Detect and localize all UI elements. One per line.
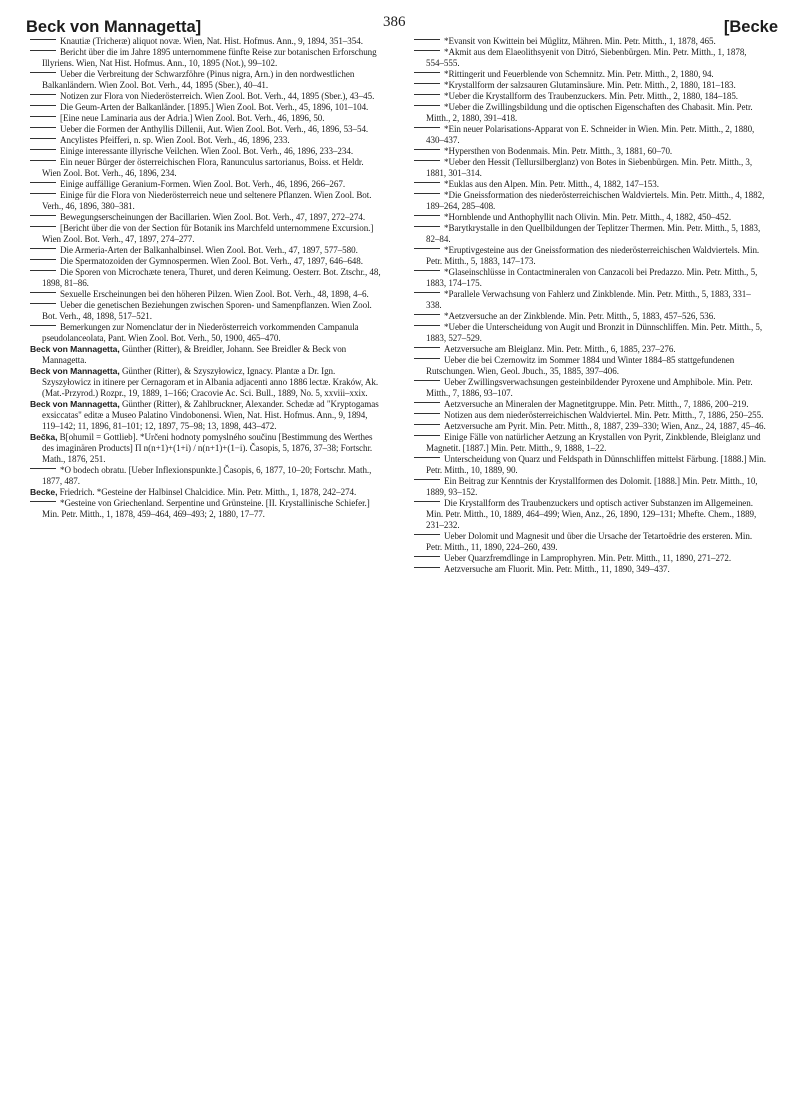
ditto-dash (414, 226, 440, 227)
entry-text: Ueber Quarzfremdlinge in Lamprophyren. Min. Petr. Mitth., 11, 1890, 271–272. (444, 553, 732, 563)
bibliography-entry (414, 102, 766, 124)
bibliography-entry (30, 465, 382, 487)
entry-author: Beck von Mannagetta, (30, 344, 120, 354)
ditto-dash (414, 479, 440, 480)
bibliography-entry (414, 245, 766, 267)
ditto-dash (414, 347, 440, 348)
bibliography-entry (30, 69, 382, 91)
bibliography-entry (414, 311, 766, 322)
bibliography-entry (30, 190, 382, 212)
entry-text: Günther (Ritter), & Szyszyłowicz, Ignacy. Plantæ a Dr. Ign. Szyszyłowicz in itinere per Cernagoram et in Albania adjacenti anno 1886 lectæ. Kraków, Ak. (Mat.-Przyrod.) Rozpr., 19, 1889, 1–166; Cracovie Ac. Sci. Bull., 1889, No. 5, xxviii–xxix. (42, 366, 379, 398)
bibliography-entry (30, 212, 382, 223)
bibliography-entry (414, 47, 766, 69)
bibliography-entry (414, 476, 766, 498)
entry-text: Friedrich. *Gesteine der Halbinsel Chalcidice. Min. Petr. Mitth., 1, 1878, 242–274. (57, 487, 357, 497)
ditto-dash (30, 259, 56, 260)
entry-text: *O bodech obratu. [Ueber Inflexionspunkte.] Časopis, 6, 1877, 10–20; Fortschr. Math., 1877, 487. (42, 465, 372, 486)
bibliography-entry (414, 146, 766, 157)
ditto-dash (414, 292, 440, 293)
entry-author: Bečka, (30, 432, 58, 442)
ditto-dash (30, 193, 56, 194)
ditto-dash (414, 160, 440, 161)
ditto-dash (414, 105, 440, 106)
ditto-dash (30, 292, 56, 293)
entry-text: Einige auffällige Geranium-Formen. Wien Zool. Bot. Verh., 46, 1896, 266–267. (60, 179, 346, 189)
entry-text: Bemerkungen zur Nomenclatur der in Niederösterreich vorkommenden Campanula pseudolanceolata, Pant. Wien Zool. Bot. Verh., 50, 1900, 465–470. (42, 322, 359, 343)
bibliography-entry (30, 245, 382, 256)
entry-text: *Evansit von Kwittein bei Müglitz, Mähren. Min. Petr. Mitth., 1, 1878, 465. (444, 36, 716, 46)
page-number: 386 (383, 14, 406, 30)
bibliography-entry (30, 300, 382, 322)
bibliography-entry (414, 80, 766, 91)
bibliography-entry (30, 146, 382, 157)
ditto-dash (30, 160, 56, 161)
bibliography-entry (414, 377, 766, 399)
ditto-dash (414, 567, 440, 568)
entry-text: Notizen aus dem niederösterreichischen Waldviertel. Min. Petr. Mitth., 7, 1886, 250–255. (444, 410, 764, 420)
bibliography-entry (30, 47, 382, 69)
entry-text: Ein Beitrag zur Kenntnis der Krystallformen des Dolomit. [1888.] Min. Petr. Mitth., 10, 1889, 93–152. (426, 476, 758, 497)
running-head-left: Beck von Mannagetta] (26, 18, 202, 36)
ditto-dash (414, 182, 440, 183)
bibliography-entry (414, 36, 766, 47)
entry-text: Die Armeria-Arten der Balkanhalbinsel. Wien Zool. Bot. Verh., 47, 1897, 577–580. (60, 245, 358, 255)
ditto-dash (30, 105, 56, 106)
ditto-dash (30, 39, 56, 40)
ditto-dash (30, 325, 56, 326)
bibliography-entry (30, 487, 382, 498)
entry-text: *Ueber die Unterscheidung von Augit und Bronzit in Dünnschliffen. Min. Petr. Mitth., 5, 1883, 527–529. (426, 322, 763, 343)
ditto-dash (30, 501, 56, 502)
entry-text: *Ueber die Zwillingsbildung und die optischen Eigenschaften des Chabasit. Min. Petr. Mitth., 2, 1880, 391–418. (426, 102, 753, 123)
bibliography-entry (30, 135, 382, 146)
bibliography-entry (30, 124, 382, 135)
entry-text: Die Geum-Arten der Balkanländer. [1895.] Wien Zool. Bot. Verh., 45, 1896, 101–104. (60, 102, 369, 112)
ditto-dash (30, 116, 56, 117)
ditto-dash (414, 435, 440, 436)
entry-text: Notizen zur Flora von Niederösterreich. Wien Zool. Bot. Verh., 44, 1895 (Sber.), 43–45. (60, 91, 375, 101)
entry-text: Ueber die bei Czernowitz im Sommer 1884 und Winter 1884–85 stattgefundenen Rutschungen. Wien, Geol. Jbuch., 35, 1885, 397–406. (426, 355, 735, 376)
bibliography-entry (414, 267, 766, 289)
bibliography-entry (414, 454, 766, 476)
ditto-dash (414, 358, 440, 359)
bibliography-entry (414, 553, 766, 564)
entry-author: Becke, (30, 487, 58, 497)
entry-text: Bericht über die im Jahre 1895 unternommene fünfte Reise zur botanischen Erforschung Illyriens. Wien, Nat Hist. Hofmus. Ann., 10, 1895 (Not.), 99–102. (42, 47, 377, 68)
entry-text: Aetzversuche am Fluorit. Min. Petr. Mitth., 11, 1890, 349–437. (444, 564, 670, 574)
left-column (30, 36, 382, 520)
ditto-dash (414, 248, 440, 249)
entry-text: *Krystallform der salzsauren Glutaminsäure. Min. Petr. Mitth., 2, 1880, 181–183. (444, 80, 736, 90)
bibliography-entry (30, 498, 382, 520)
bibliography-entry (30, 366, 382, 399)
bibliography-entry (414, 432, 766, 454)
bibliography-entry (30, 179, 382, 190)
bibliography-entry (30, 322, 382, 344)
bibliography-entry (414, 69, 766, 80)
ditto-dash (414, 413, 440, 414)
bibliography-entry (414, 91, 766, 102)
ditto-dash (30, 94, 56, 95)
ditto-dash (414, 556, 440, 557)
bibliography-entry (414, 124, 766, 146)
page-header (26, 12, 778, 38)
entry-text: *Ueber die Krystallform des Traubenzuckers. Min. Petr. Mitth., 2, 1880, 184–185. (444, 91, 739, 101)
entry-text: Die Spermatozoiden der Gymnospermen. Wien Zool. Bot. Verh., 47, 1897, 646–648. (60, 256, 363, 266)
ditto-dash (30, 138, 56, 139)
entry-text: Günther (Ritter), & Breidler, Johann. See Breidler & Beck von Mannagetta. (42, 344, 347, 365)
ditto-dash (30, 468, 56, 469)
entry-text: Günther (Ritter), & Zahlbruckner, Alexander. Schedæ ad "Kryptogamas exsiccatas" editæ a Museo Palatino Vindobonensi. Wien, Nat. Hist. Hofmus. Ann., 9, 1894, 119–142; 11, 1896, 81–101; 12, 1897, 75–98; 13, 1898, 443–472. (42, 399, 379, 431)
entry-text: *Glaseinschlüsse in Contactmineralen von Canzacoli bei Predazzo. Min. Petr. Mitth., 5, 1883, 174–175. (426, 267, 758, 288)
entry-text: Bewegungserscheinungen der Bacillarien. Wien Zool. Bot. Verh., 47, 1897, 272–274. (60, 212, 366, 222)
ditto-dash (414, 50, 440, 51)
entry-text: *Barytkrystalle in den Quellbildungen der Teplitzer Thermen. Min. Petr. Mitth., 5, 1883, 82–84. (426, 223, 761, 244)
bibliography-entry (414, 344, 766, 355)
entry-text: Einige Fälle von natürlicher Aetzung an Krystallen von Pyrit, Zinkblende, Bleiglanz und Magnetit. [1887.] Min. Petr. Mitth., 9, 1888, 1–22. (426, 432, 761, 453)
ditto-dash (414, 83, 440, 84)
right-column (414, 36, 766, 575)
ditto-dash (30, 182, 56, 183)
ditto-dash (414, 314, 440, 315)
ditto-dash (414, 149, 440, 150)
ditto-dash (30, 50, 56, 51)
bibliography-entry (30, 289, 382, 300)
bibliography-entry (30, 344, 382, 366)
ditto-dash (414, 325, 440, 326)
entry-text: Ueber die genetischen Beziehungen zwischen Sporen- und Samenpflanzen. Wien Zool. Bot. Verh., 48, 1898, 517–521. (42, 300, 372, 321)
bibliography-entry (414, 289, 766, 311)
ditto-dash (30, 127, 56, 128)
ditto-dash (414, 215, 440, 216)
ditto-dash (30, 72, 56, 73)
ditto-dash (30, 226, 56, 227)
bibliography-entry (414, 399, 766, 410)
entry-text: Ancylistes Pfeifferi, n. sp. Wien Zool. Bot. Verh., 46, 1896, 233. (60, 135, 290, 145)
bibliography-entry (414, 421, 766, 432)
entry-text: [Bericht über die von der Section für Botanik ins Marchfeld unternommene Excursion.] Wien Zool. Bot. Verh., 47, 1897, 274–277. (42, 223, 374, 244)
entry-text: Ueber Zwillingsverwachsungen gesteinbildender Pyroxene und Amphibole. Min. Petr. Mitth., 7, 1886, 93–107. (426, 377, 753, 398)
entry-text: Einige interessante illyrische Veilchen. Wien Zool. Bot. Verh., 46, 1896, 233–234. (60, 146, 354, 156)
ditto-dash (30, 248, 56, 249)
entry-text: *Gesteine von Griechenland. Serpentine und Grünsteine. [II. Krystallinische Schiefer.] Min. Petr. Mitth., 1, 1878, 459–464, 469–493; 2, 1880, 17–77. (42, 498, 370, 519)
bibliography-entry (30, 223, 382, 245)
entry-text: Aetzversuche am Bleiglanz. Min. Petr. Mitth., 6, 1885, 237–276. (444, 344, 676, 354)
entry-text: *Ein neuer Polarisations-Apparat von E. Schneider in Wien. Min. Petr. Mitth., 2, 1880, 430–437. (426, 124, 755, 145)
entry-text: [Eine neue Laminaria aus der Adria.] Wien Zool. Bot. Verh., 46, 1896, 50. (60, 113, 325, 123)
entry-text: Knautiæ (Tricheræ) aliquot novæ. Wien, Nat. Hist. Hofmus. Ann., 9, 1894, 351–354. (60, 36, 363, 46)
ditto-dash (414, 402, 440, 403)
bibliography-entry (414, 564, 766, 575)
ditto-dash (30, 149, 56, 150)
ditto-dash (414, 39, 440, 40)
bibliography-entry (414, 157, 766, 179)
ditto-dash (30, 303, 56, 304)
bibliography-entry (414, 322, 766, 344)
ditto-dash (414, 270, 440, 271)
ditto-dash (414, 127, 440, 128)
entry-text: *Ueber den Hessit (Tellursilberglanz) von Botes in Siebenbürgen. Min. Petr. Mitth., 3, 1881, 301–314. (426, 157, 753, 178)
running-head-right: [Becke (723, 18, 778, 36)
bibliography-entry (30, 157, 382, 179)
entry-text: *Eruptivgesteine aus der Gneissformation des niederösterreichischen Waldviertels. Min. Petr. Mitth., 5, 1883, 147–173. (426, 245, 760, 266)
bibliography-entry (414, 179, 766, 190)
bibliography-entry (414, 410, 766, 421)
bibliography-entry (30, 91, 382, 102)
entry-text: Die Sporen von Microchæte tenera, Thuret, und deren Keimung. Oesterr. Bot. Ztschr., 48, 1898, 81–86. (42, 267, 381, 288)
entry-text: Ueber die Verbreitung der Schwarzföhre (Pinus nigra, Arn.) in den nordwestlichen Balkanländern. Wien Zool. Bot. Verh., 44, 1895 (Sber.), 40–41. (42, 69, 355, 90)
entry-text: Einige für die Flora von Niederösterreich neue und seltenere Pflanzen. Wien Zool. Bot. Verh., 46, 1896, 380–381. (42, 190, 372, 211)
entry-text: B[ohumil = Gottlieb]. *Určeni hodnoty pomyslného součinu [Bestimmung des Werthes des imaginären Products] Π n(n+1)+(1+i) / n(n+1)+(1−i). Časopis, 5, 1876, 37–38; Fortschr. Math., 1876, 251. (42, 432, 373, 464)
bibliography-entry (414, 355, 766, 377)
entry-text: Unterscheidung von Quarz und Feldspath in Dünnschliffen mittelst Färbung. [1888.] Min. Petr. Mitth., 10, 1889, 90. (426, 454, 766, 475)
ditto-dash (414, 380, 440, 381)
entry-author: Beck von Mannagetta, (30, 399, 120, 409)
bibliography-entry (30, 432, 382, 465)
ditto-dash (414, 193, 440, 194)
ditto-dash (414, 424, 440, 425)
entry-text: Ueber die Formen der Anthyllis Dillenii, Aut. Wien Zool. Bot. Verh., 46, 1896, 53–54. (60, 124, 369, 134)
ditto-dash (414, 72, 440, 73)
entry-text: *Die Gneissformation des niederösterreichischen Waldviertels. Min. Petr. Mitth., 4, 1882, 189–264, 285–408. (426, 190, 765, 211)
entry-author: Beck von Mannagetta, (30, 366, 120, 376)
bibliography-entry (414, 498, 766, 531)
entry-text: *Akmit aus dem Elaeolithsyenit von Ditró, Siebenbürgen. Min. Petr. Mitth., 1, 1878, 554–555. (426, 47, 747, 68)
bibliography-entry (30, 256, 382, 267)
bibliography-entry (414, 190, 766, 212)
ditto-dash (30, 215, 56, 216)
bibliography-entry (30, 102, 382, 113)
bibliography-entry (30, 399, 382, 432)
entry-text: Sexuelle Erscheinungen bei den höheren Pilzen. Wien Zool. Bot. Verh., 48, 1898, 4–6. (60, 289, 369, 299)
bibliography-entry (30, 113, 382, 124)
entry-text: *Hypersthen von Bodenmais. Min. Petr. Mitth., 3, 1881, 60–70. (444, 146, 673, 156)
bibliography-entry (414, 531, 766, 553)
ditto-dash (414, 457, 440, 458)
ditto-dash (414, 534, 440, 535)
entry-text: *Parallele Verwachsung von Fahlerz und Zinkblende. Min. Petr. Mitth., 5, 1883, 331–338. (426, 289, 751, 310)
ditto-dash (414, 94, 440, 95)
entry-text: *Aetzversuche an der Zinkblende. Min. Petr. Mitth., 5, 1883, 457–526, 536. (444, 311, 716, 321)
bibliography-entry (414, 223, 766, 245)
bibliography-entry (30, 267, 382, 289)
ditto-dash (414, 501, 440, 502)
entry-text: Die Krystallform des Traubenzuckers und optisch activer Substanzen im Allgemeinen. Min. Petr. Mitth., 10, 1889, 464–499; Wien, Anz., 26, 1890, 129–131; Mhefte. Chem., 1889, 231–232. (426, 498, 757, 530)
entry-text: Aetzversuche am Pyrit. Min. Petr. Mitth., 8, 1887, 239–330; Wien, Anz., 24, 1887, 45–46. (444, 421, 766, 431)
entry-text: Aetzversuche an Mineralen der Magnetitgruppe. Min. Petr. Mitth., 7, 1886, 200–219. (444, 399, 749, 409)
entry-text: *Euklas aus den Alpen. Min. Petr. Mitth., 4, 1882, 147–153. (444, 179, 659, 189)
entry-text: Ein neuer Bürger der österreichischen Flora, Ranunculus sartorianus, Boiss. et Heldr. Wien Zool. Bot. Verh., 46, 1896, 234. (42, 157, 364, 178)
bibliography-entry (414, 212, 766, 223)
entry-text: *Hornblende und Anthophyllit nach Olivin. Min. Petr. Mitth., 4, 1882, 450–452. (444, 212, 732, 222)
ditto-dash (30, 270, 56, 271)
bibliography-entry (30, 36, 382, 47)
entry-text: Ueber Dolomit und Magnesit und über die Ursache der Tetartoëdrie des ersteren. Min. Petr. Mitth., 11, 1890, 224–260, 439. (426, 531, 753, 552)
entry-text: *Rittingerit und Feuerblende von Schemnitz. Min. Petr. Mitth., 2, 1880, 94. (444, 69, 714, 79)
